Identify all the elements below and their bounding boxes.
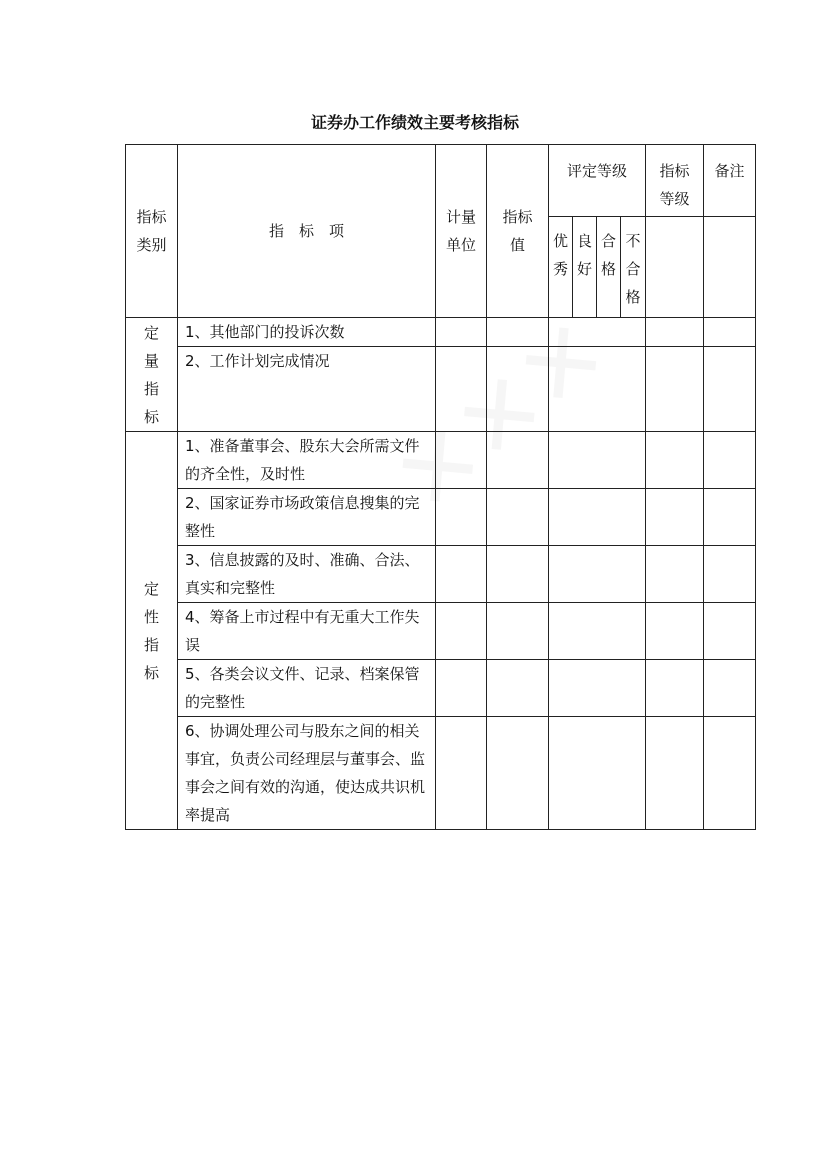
header-remark: 备注 <box>704 145 756 217</box>
table-row <box>126 347 756 432</box>
table-row <box>126 546 756 603</box>
header-level: 指标 等级 <box>646 145 704 217</box>
grade-good: 良 好 <box>573 217 597 318</box>
item-text: 2、国家证券市场政策信息搜集的完整性 <box>178 489 436 546</box>
table-row <box>126 489 756 546</box>
grade-pass: 合 格 <box>597 217 621 318</box>
header-category: 指标 类别 <box>126 145 178 318</box>
empty-cell <box>704 217 756 318</box>
table-row <box>126 603 756 660</box>
item-text: 1、其他部门的投诉次数 <box>178 318 436 347</box>
table-row <box>126 432 756 489</box>
item-text: 3、信息披露的及时、准确、合法、真实和完整性 <box>178 546 436 603</box>
table-row <box>126 717 756 830</box>
header-value: 指标 值 <box>487 145 549 318</box>
table-row <box>126 660 756 717</box>
grade-excellent: 优 秀 <box>549 217 573 318</box>
item-text: 2、工作计划完成情况 <box>178 347 436 432</box>
category-quantitative: 定 量 指 标 <box>126 318 178 432</box>
header-rating: 评定等级 <box>549 145 646 217</box>
kpi-table <box>125 144 756 830</box>
header-item: 指 标 项 <box>178 145 436 318</box>
item-text: 5、各类会议文件、记录、档案保管的完整性 <box>178 660 436 717</box>
item-text: 6、协调处理公司与股东之间的相关事宜，负责公司经理层与董事会、监事会之间有效的沟通，使达成共识机率提高 <box>178 717 436 830</box>
table-row <box>126 318 756 347</box>
item-text: 1、准备董事会、股东大会所需文件的齐全性，及时性 <box>178 432 436 489</box>
empty-cell <box>646 217 704 318</box>
grade-fail: 不 合 格 <box>621 217 646 318</box>
item-text: 4、筹备上市过程中有无重大工作失误 <box>178 603 436 660</box>
category-qualitative: 定 性 指 标 <box>126 432 178 830</box>
header-row-1 <box>126 145 756 217</box>
page-title: 证券办工作绩效主要考核指标 <box>310 113 519 132</box>
header-unit: 计量 单位 <box>436 145 487 318</box>
